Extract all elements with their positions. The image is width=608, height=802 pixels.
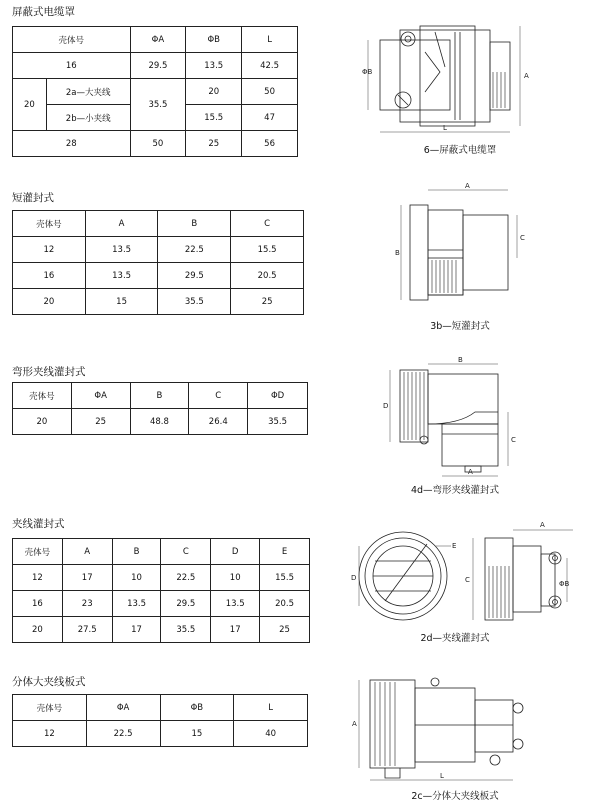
table-cell: 15 — [160, 721, 234, 747]
header-cell: B — [112, 539, 161, 565]
table-row — [13, 565, 310, 591]
table-cell: 13.5 — [211, 591, 260, 617]
section-title-elbow-potted: 弯形夹线灌封式 — [12, 366, 86, 378]
table-row — [13, 409, 308, 435]
table-cell: 50 — [242, 79, 298, 105]
table-row — [13, 53, 298, 79]
table-cell: 15.5 — [260, 565, 310, 591]
dim-label-l: L — [443, 124, 447, 132]
dim-label-b: B — [458, 356, 463, 364]
header-cell: 壳体号 — [13, 211, 86, 237]
table-cell: 42.5 — [242, 53, 298, 79]
drawing-short-potted — [395, 180, 535, 310]
dim-label-b: ΦB — [559, 580, 570, 588]
table-cell: 35.5 — [130, 79, 186, 131]
table-row — [13, 289, 304, 315]
table-cell: 20.5 — [231, 263, 304, 289]
dim-label-a: A — [465, 182, 470, 190]
table-cell: 26.4 — [189, 409, 248, 435]
table-cell: 13.5 — [186, 53, 242, 79]
table-cell: 29.5 — [130, 53, 186, 79]
header-cell: ΦB — [186, 27, 242, 53]
header-cell: 壳体号 — [13, 695, 87, 721]
table-cell: 48.8 — [130, 409, 189, 435]
table-row — [13, 131, 298, 157]
table-header-row — [13, 27, 298, 53]
table-row — [13, 263, 304, 289]
section-title-short-potted: 短灌封式 — [12, 192, 54, 204]
section-title-clamp-potted: 夹线灌封式 — [12, 518, 65, 530]
dim-label-l: L — [440, 772, 444, 780]
dim-label-e: E — [452, 542, 457, 550]
table-cell: 13.5 — [112, 591, 161, 617]
table-row — [13, 237, 304, 263]
table-cell: 56 — [242, 131, 298, 157]
table-cell: 16 — [13, 591, 63, 617]
caption-clamp-potted: 2d—夹线灌封式 — [420, 633, 490, 644]
dim-label-d: D — [383, 402, 389, 410]
table-cell: 22.5 — [161, 565, 211, 591]
table-short-potted — [12, 210, 304, 315]
table-cell: 17 — [62, 565, 112, 591]
table-header-row — [13, 383, 308, 409]
table-cell: 40 — [234, 721, 308, 747]
dim-label-a: A — [468, 468, 473, 476]
table-cell: 16 — [13, 53, 131, 79]
table-cell: 20 — [13, 289, 86, 315]
header-cell: C — [161, 539, 211, 565]
table-cell: 47 — [242, 105, 298, 131]
dim-label-c: C — [465, 576, 470, 584]
table-row — [13, 79, 298, 105]
table-cell: 12 — [13, 721, 87, 747]
table-cell: 13.5 — [85, 237, 158, 263]
dim-label-b: B — [395, 249, 400, 257]
header-cell: 壳体号 — [13, 383, 72, 409]
header-cell: E — [260, 539, 310, 565]
drawing-elbow-potted — [380, 352, 530, 482]
table-cell: 23 — [62, 591, 112, 617]
table-cell: 20 — [13, 409, 72, 435]
table-elbow-potted — [12, 382, 308, 435]
header-cell: ΦD — [248, 383, 308, 409]
table-cell: 20 — [13, 617, 63, 643]
table-cell: 12 — [13, 237, 86, 263]
table-cell: 25 — [260, 617, 310, 643]
header-cell: ΦB — [160, 695, 234, 721]
caption-short-potted: 3b—短灌封式 — [430, 321, 490, 332]
table-cell: 15 — [85, 289, 158, 315]
table-shielded-cover — [12, 26, 298, 157]
header-cell: ΦA — [130, 27, 186, 53]
table-cell: 10 — [211, 565, 260, 591]
table-cell: 28 — [13, 131, 131, 157]
drawing-shielded-cover — [360, 22, 540, 137]
dim-label-a: A — [524, 72, 529, 80]
dim-label-a: A — [352, 720, 357, 728]
table-cell: 17 — [112, 617, 161, 643]
table-cell: 27.5 — [62, 617, 112, 643]
table-cell: 25 — [186, 131, 242, 157]
table-cell: 17 — [211, 617, 260, 643]
header-cell: C — [189, 383, 248, 409]
table-header-row — [13, 211, 304, 237]
caption-shielded-cover: 6—屏蔽式电缆罩 — [423, 145, 497, 156]
header-cell: D — [211, 539, 260, 565]
dim-label-c: C — [511, 436, 516, 444]
dim-label-d: D — [351, 574, 357, 582]
header-cell: A — [62, 539, 112, 565]
drawing-split-clamp-plate — [345, 668, 545, 786]
dim-label-a: A — [540, 521, 545, 529]
header-cell: C — [231, 211, 304, 237]
table-split-clamp-plate — [12, 694, 308, 747]
table-cell: 25 — [231, 289, 304, 315]
table-cell: 12 — [13, 565, 63, 591]
table-cell: 20.5 — [260, 591, 310, 617]
header-cell: L — [234, 695, 308, 721]
table-cell: 2a—大夹线 — [46, 79, 130, 105]
header-cell: B — [130, 383, 189, 409]
table-cell: 35.5 — [161, 617, 211, 643]
header-cell: B — [158, 211, 231, 237]
table-cell: 2b—小夹线 — [46, 105, 130, 131]
drawing-clamp-potted — [345, 516, 580, 628]
header-cell: 壳体号 — [13, 27, 131, 53]
table-header-row — [13, 695, 308, 721]
table-cell: 22.5 — [158, 237, 231, 263]
table-cell: 20 — [186, 79, 242, 105]
table-row — [13, 617, 310, 643]
table-cell: 15.5 — [231, 237, 304, 263]
dim-label-phi-b: ΦB — [362, 68, 373, 76]
table-header-row — [13, 539, 310, 565]
table-cell: 29.5 — [161, 591, 211, 617]
dim-label-c: C — [520, 234, 525, 242]
section-title-shielded-cover: 屏蔽式电缆罩 — [12, 6, 75, 18]
section-title-split-clamp-plate: 分体大夹线板式 — [12, 676, 86, 688]
table-cell: 35.5 — [158, 289, 231, 315]
header-cell: 壳体号 — [13, 539, 63, 565]
table-cell: 20 — [13, 79, 47, 131]
table-row — [13, 721, 308, 747]
table-cell: 50 — [130, 131, 186, 157]
header-cell: A — [85, 211, 158, 237]
table-clamp-potted — [12, 538, 310, 643]
table-cell: 15.5 — [186, 105, 242, 131]
table-cell: 25 — [71, 409, 130, 435]
header-cell: ΦA — [71, 383, 130, 409]
header-cell: ΦA — [86, 695, 160, 721]
table-cell: 13.5 — [85, 263, 158, 289]
table-cell: 29.5 — [158, 263, 231, 289]
table-row — [13, 591, 310, 617]
table-cell: 10 — [112, 565, 161, 591]
table-cell: 35.5 — [248, 409, 308, 435]
header-cell: L — [242, 27, 298, 53]
table-cell: 16 — [13, 263, 86, 289]
table-cell: 22.5 — [86, 721, 160, 747]
caption-elbow-potted: 4d—弯形夹线灌封式 — [410, 485, 500, 496]
caption-split-clamp-plate: 2c—分体大夹线板式 — [411, 791, 499, 802]
